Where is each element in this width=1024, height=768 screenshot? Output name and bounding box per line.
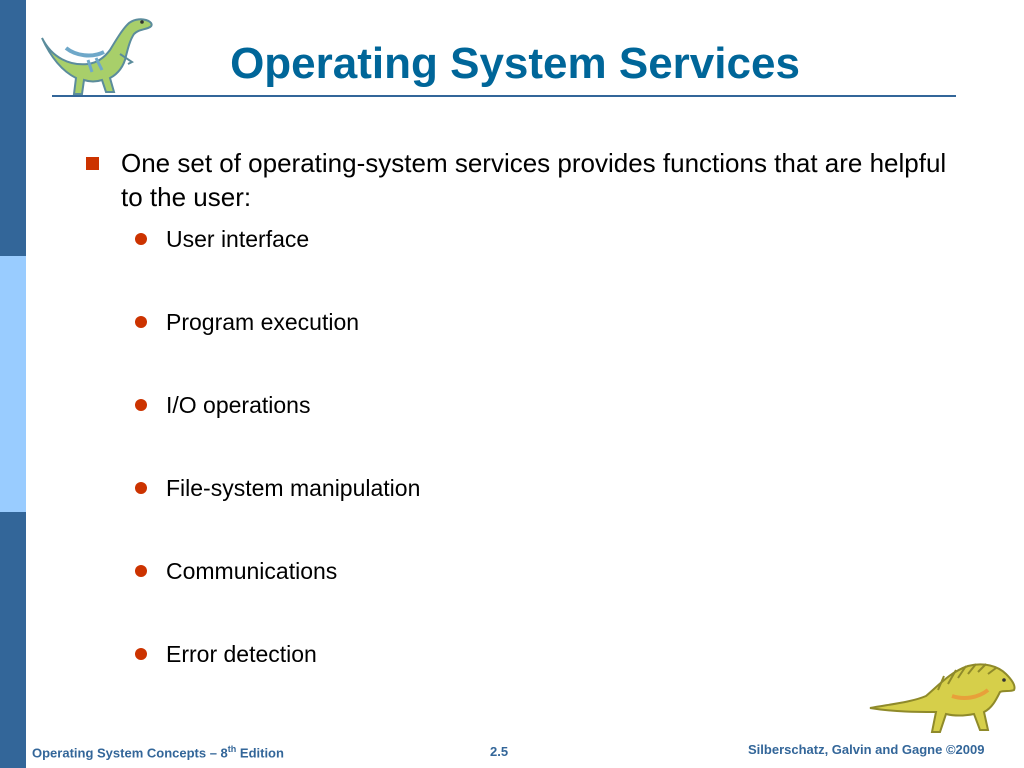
footer-book-title-suffix: Edition — [236, 745, 284, 761]
sub-bullet-text: Communications — [166, 558, 338, 584]
title-divider — [52, 95, 956, 97]
sub-bullet-text: File-system manipulation — [166, 475, 421, 501]
bullet-intro — [86, 146, 966, 214]
footer-book-title-prefix: Operating System Concepts – 8 — [32, 745, 228, 761]
round-bullet-icon — [135, 565, 147, 577]
slide-title: Operating System Services — [230, 39, 800, 88]
sub-bullet-item — [135, 637, 420, 720]
footer-book-title-ordinal: th — [227, 744, 237, 754]
accent-bar-top-segment — [0, 0, 26, 256]
left-accent-bar — [0, 0, 26, 768]
round-bullet-icon — [135, 316, 147, 328]
footer-copyright: Silberschatz, Galvin and Gagne ©2009 — [748, 742, 985, 757]
round-bullet-icon — [135, 233, 147, 245]
sub-bullet-text: Program execution — [166, 309, 360, 335]
accent-bar-middle-segment — [0, 256, 26, 512]
square-bullet-icon — [86, 157, 99, 170]
accent-bar-bottom-segment — [0, 512, 26, 768]
sub-bullet-text: I/O operations — [166, 392, 311, 418]
sub-bullet-text: User interface — [166, 226, 310, 252]
sub-bullet-item — [135, 554, 420, 637]
footer-book-title — [32, 744, 284, 760]
sub-bullet-item — [135, 222, 420, 305]
round-bullet-icon — [135, 648, 147, 660]
sub-bullet-list — [135, 222, 420, 720]
dinosaur-bottom-icon — [868, 656, 1018, 734]
round-bullet-icon — [135, 399, 147, 411]
round-bullet-icon — [135, 482, 147, 494]
sub-bullet-item — [135, 471, 420, 554]
sub-bullet-item — [135, 305, 420, 388]
footer-page-number: 2.5 — [490, 744, 509, 759]
bullet-intro-text: One set of operating-system services provides functions that are helpful to the user: — [121, 148, 947, 212]
slide-content — [86, 146, 966, 214]
sub-bullet-item — [135, 388, 420, 471]
sub-bullet-text: Error detection — [166, 641, 317, 667]
